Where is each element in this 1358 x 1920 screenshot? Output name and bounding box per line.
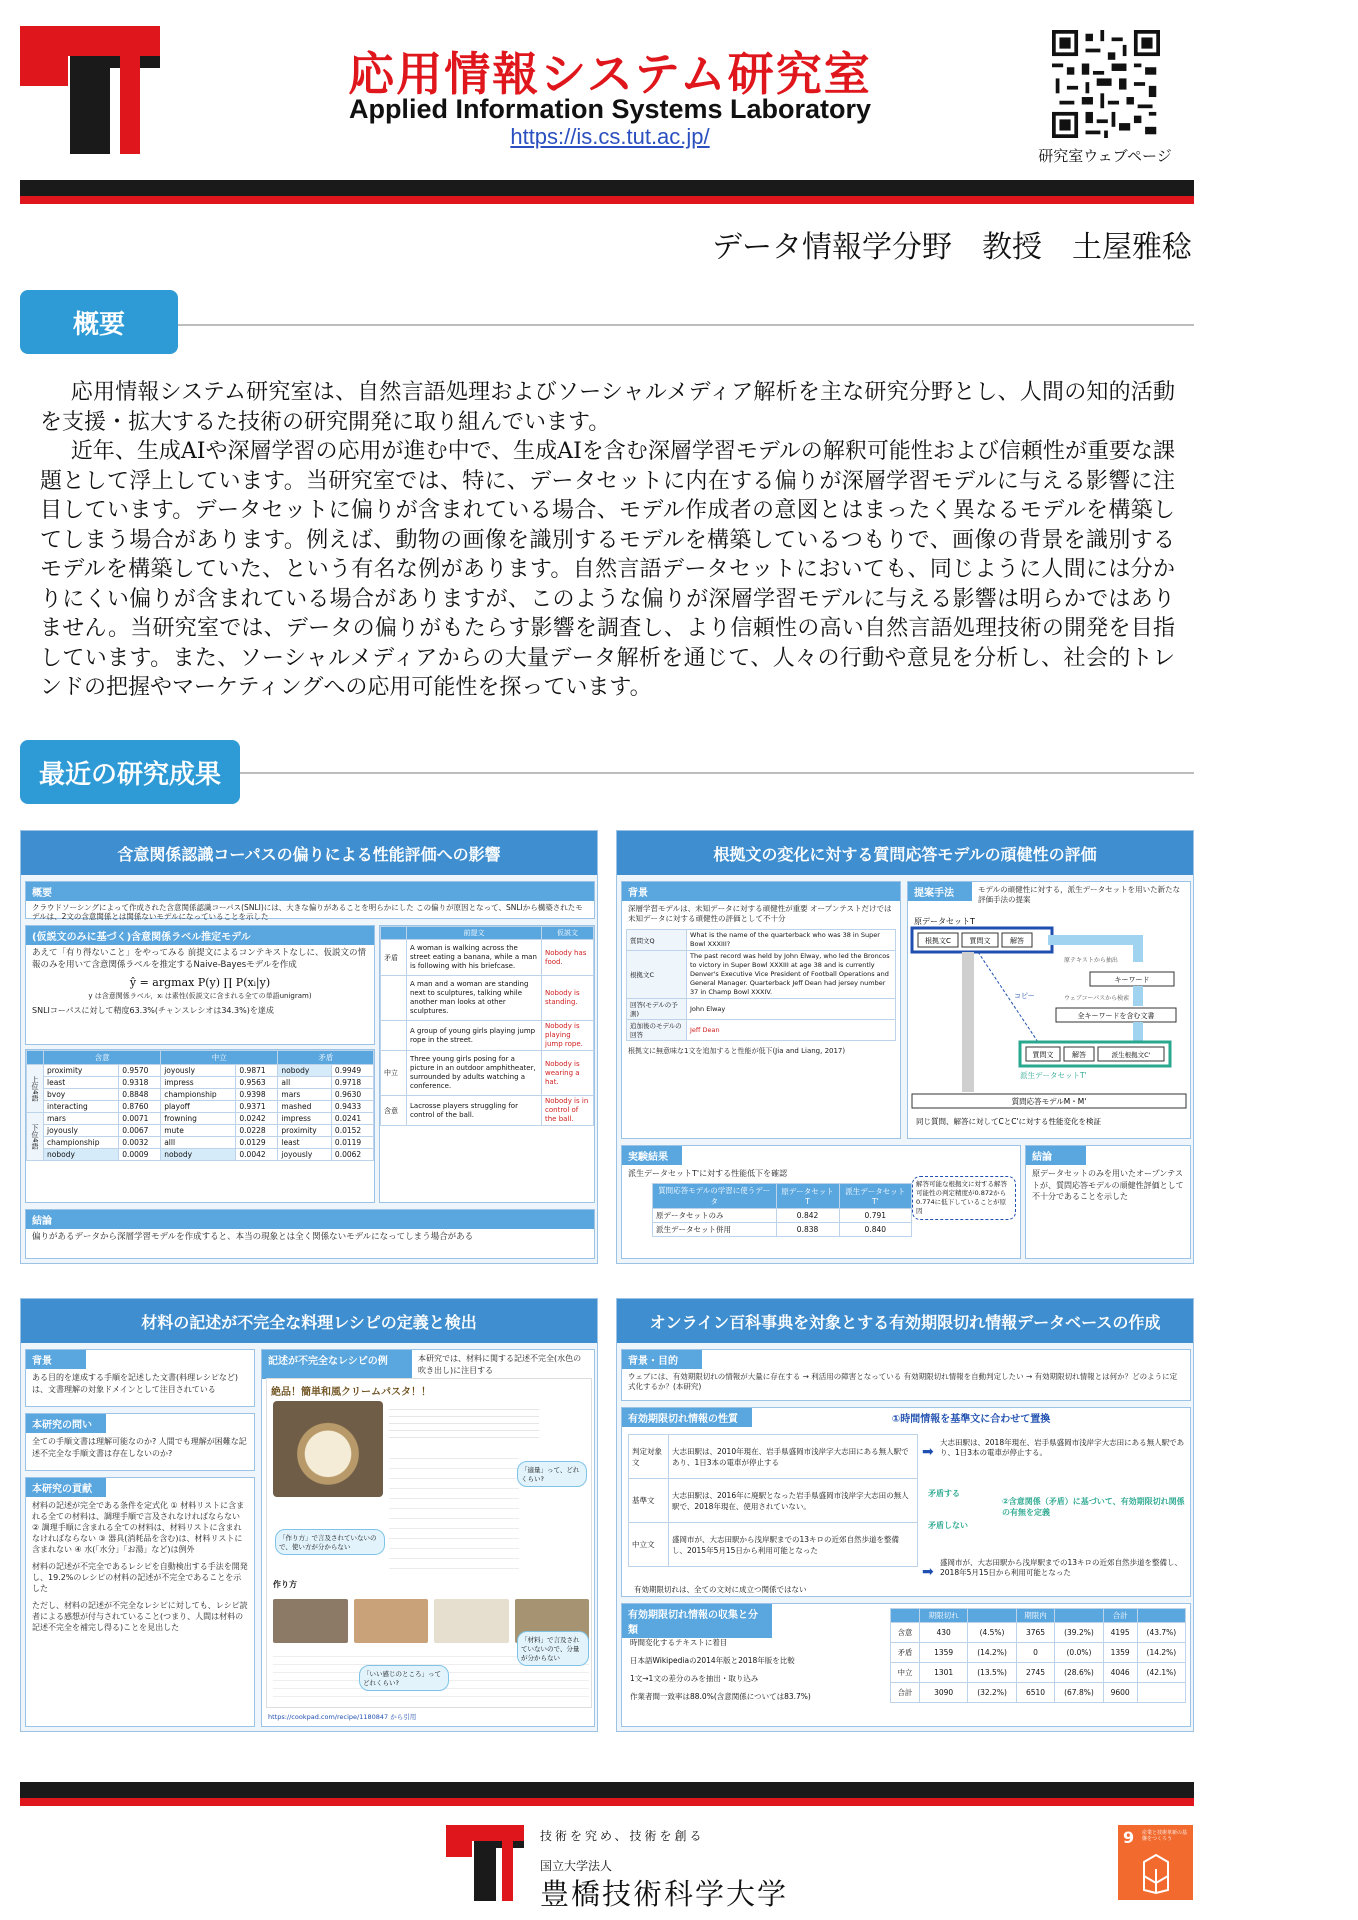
hypothesis-cell: Nobody is playing jump rope. [542, 1021, 594, 1051]
qa-value: What is the name of the quarterback who was 38 in Super Bowl XXXIII? [687, 930, 896, 951]
university-org: 国立大学法人 [540, 1859, 613, 1873]
value-cell [1137, 1683, 1185, 1703]
lab-url-link[interactable]: https://is.cs.tut.ac.jp/ [510, 124, 710, 149]
table-row [891, 1623, 1186, 1643]
label-cell: 中立 [891, 1663, 920, 1683]
prob-cell: 0.8760 [119, 1101, 161, 1113]
label-cell: 合計 [891, 1683, 920, 1703]
table-row [27, 1137, 374, 1149]
sentence-table: 判定対象文 大志田駅は、2010年現在、岩手県盛岡市浅岸字大志田にある無人駅であり、1日3本の電車が停止する 基準文 大志田駅は、2016年に廃駅となった岩手県盛岡市浅岸字大志田の無人駅で、2018年現在、使用されていない。 中立文 盛岡市が、大志田駅から浅岸駅までの13キロの近郊自然歩道を整備し、2015年5月15日から利用可能となった [628, 1434, 918, 1567]
word-cell: least [44, 1077, 119, 1089]
university-slogan: 技術を究め、技術を創る [540, 1829, 705, 1843]
contra-label: 矛盾する [928, 1489, 960, 1498]
prob-cell: 0.9630 [331, 1089, 373, 1101]
word-cell: nobody [44, 1149, 119, 1161]
word-cell: mute [161, 1125, 236, 1137]
label-cell: 矛盾 [891, 1643, 920, 1663]
row-group-label: 上位4語 [27, 1065, 44, 1113]
row-group-label: 下位4語 [27, 1113, 44, 1161]
prob-cell: 0.9563 [236, 1077, 278, 1089]
qa-key: 追加後のモデルの回答 [627, 1020, 687, 1041]
hypothesis-cell: Nobody is in control of the ball. [542, 1096, 594, 1126]
label-cell: 含意 [891, 1623, 920, 1643]
premise-cell: Three young girls posing for a picture in an outdoor amphitheater, surrounded by adults watching a conference. [407, 1051, 542, 1096]
qa-key: 根拠文C [627, 951, 687, 999]
callout-note: 解答可能な根拠文に対する解答可能性の判定精度が0.872から0.774に低下していることが原因 [912, 1176, 1016, 1220]
lab-title-en: Applied Information Systems Laboratory [348, 94, 872, 124]
result-cell: 派生データセット併用 [653, 1222, 777, 1236]
result-cell: 0.842 [776, 1208, 839, 1222]
question-box: 本研究の問い 全ての手順文書は理解可能なのか? 人間でも理解が困難な記述不完全な手順文書は存在しないのか? [25, 1413, 255, 1471]
svg-text:質問応答モデルM・M': 質問応答モデルM・M' [1011, 1097, 1087, 1106]
svg-text:派生データセットT': 派生データセットT' [1020, 1071, 1087, 1080]
note-bubble: 「適量」って、どれくらい? [517, 1461, 587, 1487]
prob-cell: 0.9433 [331, 1101, 373, 1113]
qa-key: 回答(モデルの予測) [627, 999, 687, 1020]
value-cell: (4.5%) [968, 1623, 1016, 1643]
prob-cell: 0.9371 [236, 1101, 278, 1113]
header-cell [1137, 1609, 1185, 1623]
replaced-judge-sentence: 大志田駅は、2018年現在、岩手県盛岡市浅岸字大志田にある無人駅であり、1日3本の電車が停止する。 [940, 1438, 1185, 1457]
word-cell: impress [161, 1077, 236, 1089]
panel-title: 材料の記述が不完全な料理レシピの定義と検出 [21, 1299, 597, 1343]
premise-cell: Lacrosse players struggling for control of the ball. [407, 1096, 542, 1126]
value-cell: 430 [919, 1623, 968, 1643]
qa-value: Jeff Dean [687, 1020, 896, 1041]
prob-cell: 0.9949 [331, 1065, 373, 1077]
word-cell: frowning [161, 1113, 236, 1125]
contribution-box: 本研究の貢献 材料の記述が完全である条件を定式化 ① 材料リストに含まれる全ての材料は、調理手順で言及されなければならない ② 調理手順に含まれる全ての材料は、材料リストに含まれなければならない ③ 器具(消耗品を含む)は、材料リストに含まれない ④ 水(「水分」「お湯」など)は例外 材料の記述が不完全であるレシピを自動検出する手法を開発し、19.2%のレシピの材料の記述が不完全であることを示した ただし、材料の記述が不完全なレシピに対しても、レシピ読者による感想が付与されていること(つまり、人間は材料の記述不完全を補完し得る)ことを見出した [25, 1477, 255, 1727]
prob-cell: 0.0062 [331, 1149, 373, 1161]
word-cell: interacting [44, 1101, 119, 1113]
value-cell: (28.6%) [1055, 1663, 1103, 1683]
prob-cell: 0.0032 [119, 1137, 161, 1149]
qa-row [627, 951, 896, 999]
value-cell: 9600 [1103, 1683, 1137, 1703]
prob-cell: 0.0071 [119, 1113, 161, 1125]
qa-example-table [626, 929, 896, 1041]
table-row [27, 1065, 374, 1077]
overview-paragraph-1: 応用情報システム研究室は、自然言語処理およびソーシャルメディア解析を主な研究分野とし、人間の知的活動を支援・拡大するた技術の研究開発に取り組んでいます。 [40, 380, 1175, 435]
label-cell: 含意 [381, 1096, 407, 1126]
word-cell: impress [278, 1113, 332, 1125]
result-cell: 0.840 [839, 1222, 911, 1236]
word-cell: mars [44, 1113, 119, 1125]
table-row [27, 1101, 374, 1113]
value-cell: 4195 [1103, 1623, 1137, 1643]
svg-text:根拠文C: 根拠文C [925, 937, 951, 945]
recipe-example-box: 記述が不完全なレシピの例 本研究では、材料に関する記述不完全(水色の吹き出し)に注目する 絶品！簡単和風クリームパスタ！！ 「適量」って、どれくらい? 「作り方」で言及されていないので、使い方が分からない 作り方 「いい感じのところ」ってどれくらい? 「材料」で言及されていないので、分量が分からない https://cookpad.com/recipe/1180847 から引用 [261, 1349, 595, 1727]
table-row [27, 1125, 374, 1137]
value-cell: 3090 [919, 1683, 968, 1703]
table-row [891, 1663, 1186, 1683]
naive-bayes-formula: ŷ = argmax P(y) ∏ P(xᵢ|y) [129, 976, 271, 989]
label-cell: 中立 [381, 1051, 407, 1096]
author-line: データ情報学分野 教授 土屋雅稔 [712, 230, 1192, 265]
value-cell: 2745 [1016, 1663, 1055, 1683]
word-cell: joyously [278, 1149, 332, 1161]
prob-cell: 0.0129 [236, 1137, 278, 1149]
panel-title: 含意関係認識コーパスの偏りによる性能評価への影響 [21, 831, 597, 875]
word-cell: mashed [278, 1101, 332, 1113]
premise-cell: A man and a woman are standing next to sculptures, talking while another man looks at other sculptures. [407, 976, 542, 1021]
background-box: 背景 ある目的を達成する手順を記述した文書(料理レシピなど)は、文書理解の対象ドメインとして注目されている [25, 1349, 255, 1407]
example-row [381, 1096, 594, 1126]
nocontra-label: 矛盾しない [928, 1521, 968, 1530]
word-cell: nobody [161, 1149, 236, 1161]
tut-footer-logo [446, 1825, 524, 1901]
qa-value: The past record was held by John Elway, who led the Broncos to victory in Super Bowl XXXIII at age 38 and is currently Denver's Executive Vice President of Football Operations and General Manager. Quarterback Jeff Dean had jersey number 37 in Champ Bowl XXXIV. [687, 951, 896, 999]
lab-title-ja: 応用情報システム研究室 [348, 47, 872, 101]
step2-text: ②含意関係（矛盾）に基づいて、有効期限切れ関係の有無を定義 [1002, 1497, 1185, 1517]
collection-steps: 時間変化するテキストに着目 日本語Wikipediaの2014年版と2018年版を比較 1文→1文の差分のみを抽出・取り込み 作業者間一致率は88.0%(含意関係については83.7%) [630, 1638, 811, 1701]
qa-row [627, 930, 896, 951]
value-cell: 3765 [1016, 1623, 1055, 1643]
result-cell: 0.791 [839, 1208, 911, 1222]
qa-row [627, 1020, 896, 1041]
hypothesis-cell: Nobody is standing. [542, 976, 594, 1021]
svg-text:全キーワードを含む文書: 全キーワードを含む文書 [1077, 1012, 1155, 1020]
header-cell: 期限内 [1016, 1609, 1055, 1623]
prob-cell: 0.9318 [119, 1077, 161, 1089]
value-cell: (42.1%) [1137, 1663, 1185, 1683]
value-cell: (43.7%) [1137, 1623, 1185, 1643]
mid-sentence: 盛岡市が、大志田駅から浅岸駅までの13キロの近郊自然歩道を整備し、2015年5月15日から利用可能となった [669, 1523, 918, 1567]
svg-text:質問文: 質問文 [969, 937, 991, 945]
university-name: 豊橋技術科学大学 [540, 1877, 789, 1911]
conclusion-box: 結論 偏りがあるデータから深層学習モデルを作成すると、本当の現象とは全く関係ないモデルになってしまう場合がある [25, 1209, 595, 1259]
prob-cell: 0.9718 [331, 1077, 373, 1089]
table-row [27, 1149, 374, 1161]
value-cell: (67.8%) [1055, 1683, 1103, 1703]
result-row [653, 1222, 912, 1236]
value-cell: 4046 [1103, 1663, 1137, 1683]
section-label-results: 最近の研究成果 [20, 740, 240, 804]
background-box: 背景 深層学習モデルは、未知データに対する頑健性が重要 オープンテストだけでは未知データに対する頑健性の評価として不十分 質問文Q What is the name of the quarterback who was 38 in Super Bowl XXXIII? 根拠文C The past record was held by John Elway, who led the Broncos to victory in Super Bowl XXXIII at age 38 and is currently Denver's Executive Vice President of Football Operations and General Manager. Quarterback Jeff Dean had jersey number 37 in Champ Bowl XXXIV. 回答(モデルの予測) John Elway 追加後のモデルの回答 Jeff Dean 根拠文に無意味な1文を追加すると性能が低下(Jia and Liang, 2017) [621, 881, 901, 1139]
prob-cell: 0.9570 [119, 1065, 161, 1077]
svg-text:原データセットT: 原データセットT [914, 917, 975, 926]
value-cell: 6510 [1016, 1683, 1055, 1703]
result-cell: 原データセットのみ [653, 1208, 777, 1222]
prob-cell: 0.0242 [236, 1113, 278, 1125]
svg-text:解答: 解答 [1072, 1051, 1086, 1059]
table-row [27, 1089, 374, 1101]
panel-title: 根拠文の変化に対する質問応答モデルの頑健性の評価 [617, 831, 1193, 875]
svg-text:解答: 解答 [1010, 937, 1024, 945]
word-cell: mars [278, 1089, 332, 1101]
panel-nli-bias [20, 830, 598, 1264]
hypothesis-cell: Nobody has food. [542, 940, 594, 976]
prob-cell: 0.0042 [236, 1149, 278, 1161]
conclusion-box: 結論 原データセットのみを用いたオープンテストが、質問応答モデルの頑健性評価として不十分であることを示した [1025, 1145, 1191, 1259]
table-row [27, 1077, 374, 1089]
qr-code-icon[interactable] [1052, 30, 1160, 138]
svg-text:コピー: コピー [1014, 992, 1035, 1000]
recipe-description [389, 1403, 539, 1443]
prob-cell: 0.0009 [119, 1149, 161, 1161]
word-cell: bvoy [44, 1089, 119, 1101]
word-cell: proximity [278, 1125, 332, 1137]
value-cell: (14.2%) [1137, 1643, 1185, 1663]
judge-sentence: 大志田駅は、2010年現在、岩手県盛岡市浅岸字大志田にある無人駅であり、1日3本の電車が停止する [669, 1435, 918, 1479]
panel-title: オンライン百科事典を対象とする有効期限切れ情報データベースの作成 [617, 1299, 1193, 1343]
panel-qa-robustness [616, 830, 1194, 1264]
word-cell: championship [161, 1089, 236, 1101]
collection-box: 有効期限切れ情報の収集と分類 時間変化するテキストに着目 日本語Wikipediaの2014年版と2018年版を比較 1文→1文の差分のみを抽出・取り込み 作業者間一致率は88.0%(含意関係については83.7%) 期限切れ 期限内 合計 含意 430 (4.5%) 3765 (39.2%) 4195 (43.7%) 矛盾 1359 (14.2%) 0 (0.0%) 1359 (14.2%) 中立 1301 (13.5%) 2745 (28.6%) 4046 (42.1%) 合計 3090 (32.2%) 6510 (67.8%) 9600 [621, 1603, 1191, 1727]
header-cell: 期限切れ [919, 1609, 968, 1623]
value-cell: (13.5%) [968, 1663, 1016, 1683]
svg-text:同じ質問、解答に対してCとC'に対する性能変化を検証: 同じ質問、解答に対してCとC'に対する性能変化を検証 [916, 1117, 1102, 1126]
word-cell: playoff [161, 1101, 236, 1113]
sdg-badge: 9 産業と技術革新の基盤をつくろう [1118, 1825, 1193, 1900]
summary-box: 概要 クラウドソーシングによって作成された含意関係認識コーパス(SNLI)には、大きな偏りがあることを明らかにした この偏りが原因となって、SNLIから構築されたモデルは、2文の含意関係とは関係ないモデルになっていることを示した [25, 881, 595, 919]
results-box: 実験結果 派生データセットT'に対する性能低下を確認 質問応答モデルの学習に使うデータ 原データセットT 派生データセットT' 原データセットのみ 0.842 0.791 派生データセット併用 0.838 0.840 解答可能な根拠文に対する解答可能性の判定精度が0.872から0.774に低下していることが原因 [621, 1145, 1021, 1259]
header-divider [20, 180, 1194, 196]
overview-paragraph-2: 近年、生成AIや深層学習の応用が進む中で、生成AIを含む深層学習モデルの解釈可能性および信頼性が重要な課題として浮上しています。当研究室では、特に、データセットに内在する偏りが深層学習モデルに与える影響に注目しています。データセットに偏りが含まれている場合、モデル作成者の意図とはまったく異なるモデルを構築してしまう場合があります。例えば、動物の画像を識別するモデルを構築しているつもりで、画像の背景を識別するモデルを構築していた、という有名な例があります。自然言語データセットにおいても、同じように人間には分かりにくい偏りが含まれている場合がありますが、このような偏りが深層学習モデルに与える影響は明らかではありません。当研究室では、データの偏りがもたらす影響を調査し、より信頼性の高い自然言語処理技術の開発を目指しています。また、ソーシャルメディアからの大量データ解析を通じて、人々の行動や意見を分析し、社会的トレンドの把握やマーケティングへの応用可能性を探っています。 [40, 439, 1175, 700]
replaced-mid-sentence: 盛岡市が、大志田駅から浅岸駅までの13キロの近郊自然歩道を整備し、2018年5月15日から利用可能となった [940, 1558, 1183, 1577]
value-cell: 0 [1016, 1643, 1055, 1663]
base-sentence: 大志田駅は、2016年に廃駅となった岩手県盛岡市浅岸字大志田の無人駅で、2018年現在、使用されていない。 [669, 1479, 918, 1523]
example-row [381, 1021, 594, 1051]
table-row [891, 1643, 1186, 1663]
word-table-box [25, 1049, 375, 1203]
word-cell: joyously [44, 1125, 119, 1137]
example-row [381, 976, 594, 1021]
value-cell: 1359 [1103, 1643, 1137, 1663]
method-box: 提案手法 モデルの頑健性に対する，派生データセットを用いた新たな評価手法の提案 原データセットT 根拠文C 質問文 解答 原テキストから抽出 キーワード ウェブコーパスから検索 全キーワードを含む文書 コピー 質問文 解答 派生根拠文C' 派生データセットT' 質問応答モデルM・M' 同じ質問、解答に対してCとC'に対する性能変化を検証 [907, 881, 1191, 1139]
word-probability-table: 含意 中立 矛盾 上位4語 proximity 0.9570 joyously 0.9871 nobody 0.9949 least 0.9318 impress 0.9563 all 0.9718 bvoy 0.8848 championship 0.9398 mars 0.9630 interacting 0.8760 playoff 0.9371 mashed 0.9433 下位4語 mars 0.0071 frowning 0.0242 impress 0.0241 joyously 0.0067 mute 0.0228 proximity 0.0152 championship 0.0032 alll 0.0129 least 0.0119 nobody 0.0009 nobody 0.0042 joyously 0.0062 [26, 1050, 374, 1161]
prob-cell: 0.9398 [236, 1089, 278, 1101]
value-cell: (14.2%) [968, 1643, 1016, 1663]
value-cell: (0.0%) [1055, 1643, 1103, 1663]
hypothesis-cell: Nobody is wearing a hat. [542, 1051, 594, 1096]
note-bubble: 「作り方」で言及されていないので、使い方が分からない [275, 1529, 385, 1555]
value-cell: 1359 [919, 1643, 968, 1663]
prob-cell: 0.8848 [119, 1089, 161, 1101]
prob-cell: 0.0067 [119, 1125, 161, 1137]
table-row [27, 1113, 374, 1125]
svg-text:原テキストから抽出: 原テキストから抽出 [1064, 957, 1118, 964]
qa-key: 質問文Q [627, 930, 687, 951]
recipe-screenshot: 絶品！簡単和風クリームパスタ！！ 「適量」って、どれくらい? 「作り方」で言及されていないので、使い方が分からない 作り方 「いい感じのところ」ってどれくらい? 「材料」で言及されていないので、分量が分からない [266, 1378, 592, 1708]
word-cell: nobody [278, 1065, 332, 1077]
word-cell: all [278, 1077, 332, 1089]
label-cell [381, 976, 407, 1021]
sdg-cube-icon [1134, 1853, 1178, 1895]
panel-expired-info [616, 1298, 1194, 1732]
qa-value: John Elway [687, 999, 896, 1020]
note-bubble: 「材料」で言及されていないので、分量が分からない [517, 1631, 589, 1666]
overview-text [40, 378, 1175, 703]
word-cell: alll [161, 1137, 236, 1149]
header-divider-accent [20, 196, 1194, 204]
results-table: 質問応答モデルの学習に使うデータ 原データセットT 派生データセットT' 原データセットのみ 0.842 0.791 派生データセット併用 0.838 0.840 [652, 1183, 912, 1237]
example-box [379, 925, 595, 1203]
qr-caption: 研究室ウェブページ [1038, 147, 1172, 165]
footer-divider [20, 1782, 1194, 1798]
word-cell: joyously [161, 1065, 236, 1077]
value-cell: (39.2%) [1055, 1623, 1103, 1643]
section-rule [240, 772, 1194, 774]
header-cell [891, 1609, 920, 1623]
header-cell: 合計 [1103, 1609, 1137, 1623]
prob-cell: 0.0241 [331, 1113, 373, 1125]
svg-text:ウェブコーパスから検索: ウェブコーパスから検索 [1064, 995, 1130, 1002]
pasta-photo [273, 1401, 383, 1497]
result-row [653, 1208, 912, 1222]
collection-table [890, 1608, 1186, 1703]
table-row [891, 1683, 1186, 1703]
recipe-source-link[interactable]: https://cookpad.com/recipe/1180847 から引用 [268, 1713, 417, 1721]
result-cell: 0.838 [776, 1222, 839, 1236]
qa-row [627, 999, 896, 1020]
header-cell [1055, 1609, 1103, 1623]
ingredient-list [389, 1449, 519, 1569]
arrow-icon: ➡ [922, 1444, 934, 1460]
prob-cell: 0.0152 [331, 1125, 373, 1137]
arrow-icon: ➡ [922, 1564, 934, 1580]
section-label-overview: 概要 [20, 290, 178, 354]
prob-cell: 0.0228 [236, 1125, 278, 1137]
example-table: 前提文 仮説文 矛盾 A woman is walking across the street eating a banana, while a man is following with his briefcase. Nobody has food. A man and a woman are standing next to sculptures, talking while another man looks at other sculptures. Nobody is standing. A group of young girls playing jump rope in the street. Nobody is playing jump rope. 中立 Three young girls posing for a picture in an outdoor amphitheater, surrounded by adults watching a conference. Nobody is wearing a hat. 含意 Lacrosse players struggling for control of the ball. Nobody is in control of the ball. [380, 926, 594, 1126]
label-cell: 矛盾 [381, 940, 407, 976]
footer-divider-accent [20, 1798, 1194, 1806]
section-rule [178, 324, 1194, 326]
svg-text:派生根拠文C': 派生根拠文C' [1111, 1051, 1151, 1059]
method-diagram [908, 912, 1190, 1138]
value-cell: 1301 [919, 1663, 968, 1683]
premise-cell: A woman is walking across the street eating a banana, while a man is following with his briefcase. [407, 940, 542, 976]
tut-logo [20, 26, 160, 154]
premise-cell: A group of young girls playing jump rope in the street. [407, 1021, 542, 1051]
example-row [381, 940, 594, 976]
value-cell: (32.2%) [968, 1683, 1016, 1703]
header-cell [968, 1609, 1016, 1623]
word-cell: championship [44, 1137, 119, 1149]
panel-recipe [20, 1298, 598, 1732]
note-bubble: 「いい感じのところ」ってどれくらい? [359, 1665, 449, 1691]
example-row [381, 1051, 594, 1096]
svg-text:キーワード: キーワード [1114, 976, 1150, 984]
svg-text:質問文: 質問文 [1032, 1051, 1054, 1059]
prob-cell: 0.9871 [236, 1065, 278, 1077]
prob-cell: 0.0119 [331, 1137, 373, 1149]
word-cell: least [278, 1137, 332, 1149]
background-box: 背景・目的 ウェブには、有効期限切れの情報が大量に存在する → 利活用の障害となっている 有効期限切れ情報を自動判定したい → 有効期限切れ情報とは何か？どのように定式化するか？(本研究) [621, 1349, 1191, 1401]
label-cell [381, 1021, 407, 1051]
model-box: (仮説文のみに基づく)含意関係ラベル推定モデル あえて「有り得ないこと」をやってみる 前提文によるコンテキストなしに、仮説文の情報のみを用いて含意関係ラベルを推定するNaive-Bayesモデルを作成 ŷ = argmax P(y) ∏ P(xᵢ|y) y は含意関係ラベル，xᵢ は素性(仮説文に含まれる全ての単語unigram) SNLIコーパスに対して精度63.3%(チャンスレシオは34.3%)を達成 [25, 925, 375, 1045]
word-cell: proximity [44, 1065, 119, 1077]
property-box: 有効期限切れ情報の性質 ①時間情報を基準文に合わせて置換 判定対象文 大志田駅は、2010年現在、岩手県盛岡市浅岸字大志田にある無人駅であり、1日3本の電車が停止する 基準文 大志田駅は、2016年に廃駅となった岩手県盛岡市浅岸字大志田の無人駅で、2018年現在、使用されていない。 中立文 盛岡市が、大志田駅から浅岸駅までの13キロの近郊自然歩道を整備し、2015年5月15日から利用可能となった ➡ ➡ 大志田駅は、2018年現在、岩手県盛岡市浅岸字大志田にある無人駅であり、1日3本の電車が停止する。 矛盾する 矛盾しない ②含意関係（矛盾）に基づいて、有効期限切れ関係の有無を定義 盛岡市が、大志田駅から浅岸駅までの13キロの近郊自然歩道を整備し、2018年5月15日から利用可能となった 有効期限切れは、全ての文対に成立つ関係ではない [621, 1407, 1191, 1597]
